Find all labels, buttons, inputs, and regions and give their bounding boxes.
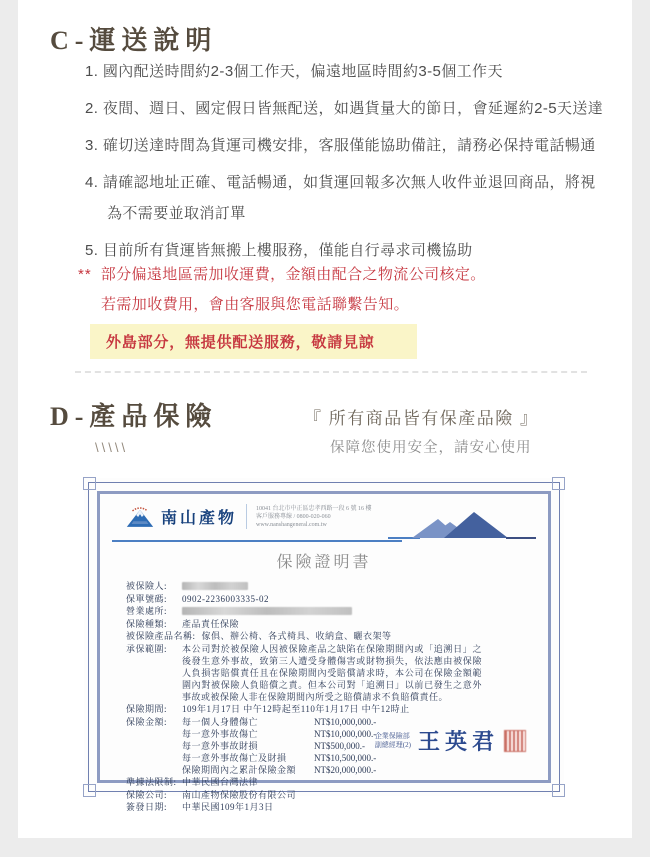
corner-ornament (83, 477, 96, 490)
office-row: 營業處所: (126, 605, 534, 617)
shipping-item: 1. 國內配送時間約2-3個工作天，偏遠地區時間約3-5個工作天 (85, 63, 503, 80)
certificate-title: 保險證明書 (276, 554, 372, 571)
redacted-office-address (182, 607, 352, 615)
insurance-type: 產品責任保險 (182, 618, 240, 629)
section-divider (75, 371, 587, 373)
issue-date: 中華民國109年1月3日 (182, 802, 274, 812)
shipping-extra-notes (78, 260, 598, 359)
issue-date-row: 簽發日期: 中華民國109年1月3日 (126, 802, 274, 812)
asterisk-marker: ** (78, 266, 92, 283)
corner-ornament (552, 477, 565, 490)
amount-row: 保險期間內之累計保險金額 NT$20,000,000.- (182, 764, 377, 775)
nanshan-mountain-logo-icon (124, 504, 156, 529)
certificate-header (110, 498, 538, 542)
insurance-type-row: 保險種類: 產品責任保險 (126, 618, 240, 629)
insurer-phone: 客戶服務專線 / 0800-020-060 (256, 513, 331, 520)
redacted-insured-name (182, 582, 248, 590)
page-content (18, 0, 632, 838)
shipping-item: 3. 確切送達時間為貨運司機安排，客服僅能協助備註，請務必保持電話暢通 (85, 137, 596, 154)
coverage-scope-text: 本公司對於被保險人因被保險產品之缺陷在保險期間內或「追溯日」之後發生意外事故，致第三人遭受身體傷害或財物損失，依法應由被保險人負損害賠償責任且在保險期間內受賠償請求時，本公司在保險金額範圍內對被保險人負賠償之責。但本公司對「追溯日」以前已發生之意外事故或被保險人非在保險期間內所受之賠償請求不負賠償責任。 (182, 643, 482, 702)
shipping-item: 2. 夜間、週日、國定假日皆無配送，如遇貨量大的節日，會延遲約2-5天送達 (85, 100, 604, 117)
corner-ornament (552, 784, 565, 797)
insured-amounts-row: 保險金額: 每一個人身體傷亡 NT$10,000,000.- 每一意外事故傷亡 NT$10,000,000.- 每一意外事故財損 NT$500,000.- 每一意外事故傷亡及財損 NT$10,500,000.- 保險期間內之累計保險金額 NT$20,000,000.- (126, 716, 534, 776)
policy-number: 0902-2236003335-02 (182, 593, 269, 604)
insurance-period: 109年1月17日 中午12時起至110年1月17日 中午12時止 (182, 704, 410, 714)
decorative-slashes: \\\\\ (95, 440, 129, 455)
governing-law-row: 準據法限制: 中華民國台灣法律 (126, 777, 259, 787)
insurer-website: www.nanshangeneral.com.tw (256, 521, 327, 528)
coverage-scope-row: 承保範圍: 本公司對於被保險人因被保險產品之缺陷在保險期間內或「追溯日」之後發生意外事故，致第三人遭受身體傷害或財物損失，依法應由被保險人負損害賠償責任且在保險期間內受賠償請求時，本公司在保險金額範圍內對被保險人負賠償之責。但本公司對「追溯日」以前已發生之意外事故或被保險人非在保險期間內所受之賠償請求不負賠償責任。 (126, 643, 482, 702)
shipping-item: 4. 請確認地址正確、電話暢通，如貨運回報多次無人收件並退回商品，將視為不需要並取消訂單 (85, 174, 596, 222)
signer-department: 企業保險部 副總經理(2) (374, 732, 411, 749)
insurer-logo-block (124, 504, 372, 529)
policy-number-row: 保單號碼: 0902-2236003335-02 (126, 593, 269, 604)
surcharge-contact-note: 若需加收費用，會由客服與您電話聯繫告知。 (101, 296, 410, 313)
signer-name: 王英君 (417, 729, 499, 754)
insurer-company: 南山產物保險股份有限公司 (182, 789, 297, 800)
amount-row: 每一個人身體傷亡 NT$10,000,000.- (182, 716, 377, 727)
mountain-range-icon (388, 510, 538, 546)
amount-row: 每一意外事故傷亡 NT$10,000,000.- (182, 728, 377, 739)
product-name-row: 被保險產品名稱: 傢俱、辦公椅、各式椅具、收納盒、曬衣架等 (126, 631, 392, 641)
insurance-section-title: D-產品保險 (50, 402, 218, 431)
surcharge-note (78, 260, 598, 290)
insurer-company-row: 保險公司: 南山產物保險股份有限公司 (126, 789, 297, 800)
certificate-body (126, 580, 534, 813)
governing-law: 中華民國台灣法律 (182, 777, 259, 787)
signature-block (375, 725, 526, 756)
certificate-outer-border (88, 482, 560, 812)
shipping-list (85, 56, 605, 272)
corner-ornament (83, 784, 96, 797)
insurance-period-row: 保險期間: 109年1月17日 中午12時起至110年1月17日 中午12時止 (126, 704, 410, 714)
insurer-brand-name: 南山產物 (161, 510, 238, 527)
outlying-islands-notice: 外島部分，無提供配送服務，敬請見諒 (90, 324, 417, 359)
insurance-quote: 『 所有商品皆有保產品險 』 (304, 409, 539, 428)
insurer-address: 10041 台北市中正區忠孝西路一段 6 號 16 樓 (256, 505, 372, 512)
insured-products: 傢俱、辦公椅、各式椅具、收納盒、曬衣架等 (201, 631, 392, 641)
insured-row: 被保險人: (126, 580, 534, 592)
insurance-subtitle: 保障您使用安全，請安心使用 (330, 440, 532, 456)
surcharge-note-text: 部分偏遠地區需加收運費，金額由配合之物流公司核定。 (100, 266, 486, 283)
signature-seal-icon (504, 730, 526, 752)
shipping-section-title: C-運送說明 (50, 26, 218, 55)
logo-separator (246, 504, 247, 529)
insurance-certificate (84, 478, 564, 812)
certificate-inner-frame (97, 491, 551, 812)
header-rule (112, 540, 402, 542)
amount-row: 每一意外事故財損 NT$500,000.- (182, 740, 365, 751)
shipping-item: 5. 目前所有貨運皆無搬上樓服務，僅能自行尋求司機協助 (85, 242, 473, 259)
insurer-contact-info (256, 505, 372, 529)
amount-row: 每一意外事故傷亡及財損 NT$10,500,000.- (182, 752, 377, 763)
